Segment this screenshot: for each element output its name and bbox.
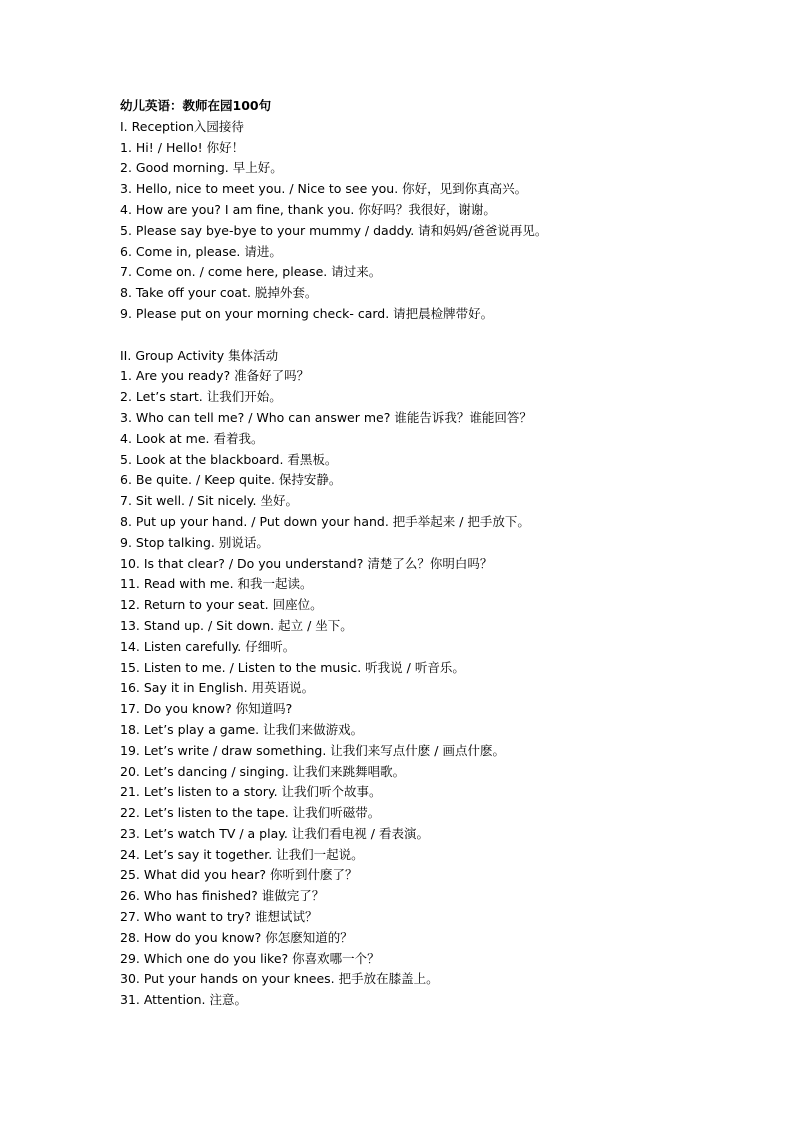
list-item: 16. Say it in English. 用英语说。: [120, 680, 315, 696]
list-item: 18. Let’s play a game. 让我们来做游戏。: [120, 721, 364, 737]
list-item: 7. Sit well. / Sit nicely. 坐好。: [120, 493, 298, 509]
list-item: 8. Take off your coat. 脱掉外套。: [120, 285, 318, 301]
list-item: 14. Listen carefully. 仔细听。: [120, 638, 296, 654]
list-item: 1. Hi! / Hello! 你好！: [120, 139, 245, 155]
list-item: 6. Come in, please. 请进。: [120, 243, 282, 259]
list-item: 2. Let’s start. 让我们开始。: [120, 389, 282, 405]
list-item: 8. Put up your hand. / Put down your hand. 把手举起来 / 把手放下。: [120, 513, 530, 529]
section-reception: [120, 117, 760, 325]
list-item: 25. What did you hear? 你听到什麽了？: [120, 867, 358, 883]
list-item: 1. Are you ready? 准备好了吗？: [120, 368, 310, 384]
list-item: 2. Good morning. 早上好。: [120, 160, 283, 176]
document-page: [120, 96, 760, 1011]
list-item: 4. Look at me. 看着我。: [120, 430, 264, 446]
list-item: 5. Look at the blackboard. 看黑板。: [120, 451, 338, 467]
list-item: 3. Who can tell me? / Who can answer me? 谁能告诉我？谁能回答？: [120, 409, 532, 425]
list-item: 10. Is that clear? / Do you understand? 清楚了么？你明白吗？: [120, 555, 493, 571]
list-item: 24. Let’s say it together. 让我们一起说。: [120, 846, 364, 862]
list-item: 11. Read with me. 和我一起读。: [120, 576, 313, 592]
section-group-activity: [120, 346, 760, 1012]
list-item: 29. Which one do you like? 你喜欢哪一个？: [120, 950, 380, 966]
list-item: 13. Stand up. / Sit down. 起立 / 坐下。: [120, 617, 353, 633]
list-item: 30. Put your hands on your knees. 把手放在膝盖上。: [120, 971, 439, 987]
list-item: 6. Be quite. / Keep quite. 保持安静。: [120, 472, 342, 488]
list-item: 7. Come on. / come here, please. 请过来。: [120, 264, 382, 280]
list-item: 19. Let’s write / draw something. 让我们来写点什麽 / 画点什麽。: [120, 742, 505, 758]
list-item: 4. How are you? I am fine, thank you. 你好吗？我很好，谢谢。: [120, 201, 496, 217]
list-item: 26. Who has finished? 谁做完了？: [120, 888, 325, 904]
section-heading: I. Reception入园接待: [120, 118, 244, 134]
list-item: 20. Let’s dancing / singing. 让我们来跳舞唱歌。: [120, 763, 406, 779]
list-item: 3. Hello, nice to meet you. / Nice to see you. 你好，见到你真高兴。: [120, 181, 528, 197]
list-item: 27. Who want to try? 谁想试试？: [120, 909, 318, 925]
list-item: 12. Return to your seat. 回座位。: [120, 597, 323, 613]
list-item: 9. Please put on your morning check- card. 请把晨检牌带好。: [120, 305, 494, 321]
paragraph-spacer: [120, 325, 760, 346]
list-item: 22. Let’s listen to the tape. 让我们听磁带。: [120, 805, 381, 821]
list-item: 5. Please say bye-bye to your mummy / daddy. 请和妈妈/爸爸说再见。: [120, 222, 548, 238]
list-item: 17. Do you know? 你知道吗?: [120, 701, 293, 717]
section-heading: II. Group Activity 集体活动: [120, 347, 279, 363]
list-item: 23. Let’s watch TV / a play. 让我们看电视 / 看表演。: [120, 825, 429, 841]
list-item: 9. Stop talking. 别说话。: [120, 534, 269, 550]
list-item: 28. How do you know? 你怎麽知道的？: [120, 929, 353, 945]
document-title: 幼儿英语：教师在园100句: [120, 98, 272, 113]
list-item: 15. Listen to me. / Listen to the music. 听我说 / 听音乐。: [120, 659, 465, 675]
list-item: 31. Attention. 注意。: [120, 992, 247, 1008]
list-item: 21. Let’s listen to a story. 让我们听个故事。: [120, 784, 382, 800]
